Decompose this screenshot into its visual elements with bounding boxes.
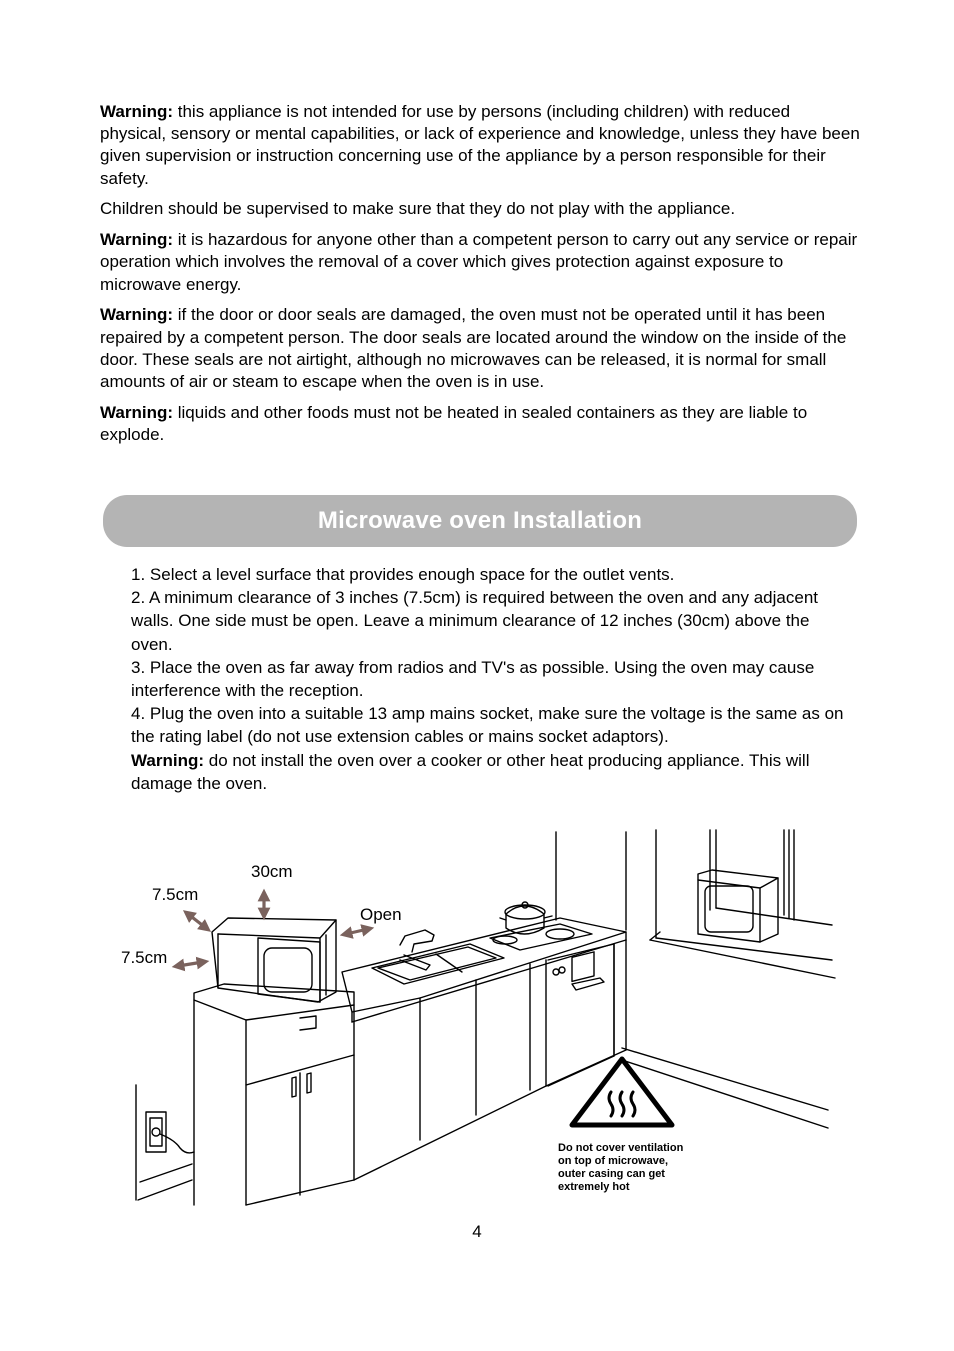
caution-line-4: extremely hot <box>558 1181 630 1193</box>
warning-paragraph <box>100 101 860 190</box>
side-clearance-arrow-upper <box>188 914 206 928</box>
warning-label: Warning: <box>100 402 174 422</box>
page-number: 4 <box>472 1222 482 1241</box>
caution-line-2: on top of microwave, <box>558 1155 669 1167</box>
floor-drawing <box>136 1048 828 1200</box>
warning-label: Warning: <box>100 102 174 121</box>
warning-label: Warning: <box>100 305 174 325</box>
installation-illustration <box>100 825 860 1215</box>
step-2: 2. A minimum clearance of 3 inches (7.5cm) is required between the oven and any adjacent walls. One side must be open. Leave a minimum clearance of 12 inches (30cm) above the oven. <box>131 588 818 654</box>
wall-window-drawing <box>556 830 835 978</box>
label-7-5cm-upper: 7.5cm <box>152 885 199 904</box>
warning-text: if the door or door seals are damaged, the oven must not be operated until it has been repaired by a competent person. The door seals are located around the window on the inside of the door. These seals are not airtight, although no microwaves can be released, it is normal for small amounts of air or steam to escape when the oven is in use. <box>100 305 847 392</box>
open-side-arrow <box>346 929 368 934</box>
warning-text: liquids and other foods must not be heated in sealed containers as they are liable to explode. <box>100 402 808 445</box>
warnings-section <box>100 101 860 455</box>
step-warning <box>131 749 851 795</box>
countertop-drawing <box>342 918 626 1022</box>
warning-label: Warning: <box>100 230 174 250</box>
warning-text: it is hazardous for anyone other than a competent person to carry out any service or repair operation which involves the removal of a cover which gives protection against exposure to microwave energy. <box>100 230 858 294</box>
label-30cm: 30cm <box>251 862 293 881</box>
caution-line-1: Do not cover ventilation <box>558 1142 684 1154</box>
label-7-5cm-lower: 7.5cm <box>121 948 168 967</box>
step-3: 3. Place the oven as far away from radios and TV's as possible. Using the oven may cause interference with the reception. <box>131 657 815 701</box>
warning-paragraph <box>100 304 860 393</box>
clearance-arrows <box>178 895 368 966</box>
label-open: Open <box>360 905 402 924</box>
section-banner <box>103 495 857 547</box>
step-4: 4. Plug the oven into a suitable 13 amp mains socket, make sure the voltage is the same as on the rating label (do not use extension cables or mains socket adaptors). <box>131 704 844 747</box>
warning-text: this appliance is not intended for use by persons (including children) with reduced physical, sensory or mental capabilities, or lack of experience and knowledge, unless they have been given supervision or instruction concerning use of the appliance by a person responsible for their safety. <box>100 102 860 188</box>
supervision-paragraph <box>100 198 860 220</box>
warning-paragraph <box>100 402 860 446</box>
warning-paragraph <box>100 229 860 296</box>
caution-line-3: outer casing can get <box>558 1168 665 1180</box>
step-warning-label: Warning: <box>131 750 205 770</box>
wall-socket-drawing <box>146 1112 194 1153</box>
section-title: Microwave oven Installation <box>317 507 643 534</box>
oven-hob-drawing <box>490 902 614 1086</box>
step-1: 1. Select a level surface that provides enough space for the outlet vents. <box>131 565 675 584</box>
microwave-cabinet-drawing <box>194 984 354 1205</box>
step-warning-text: do not install the oven over a cooker or other heat producing appliance. This will damage the oven. <box>131 750 810 793</box>
side-clearance-arrow-lower <box>178 962 203 966</box>
installation-steps <box>131 563 851 795</box>
supervision-text: Children should be supervised to make sure that they do not play with the appliance. <box>100 199 736 219</box>
